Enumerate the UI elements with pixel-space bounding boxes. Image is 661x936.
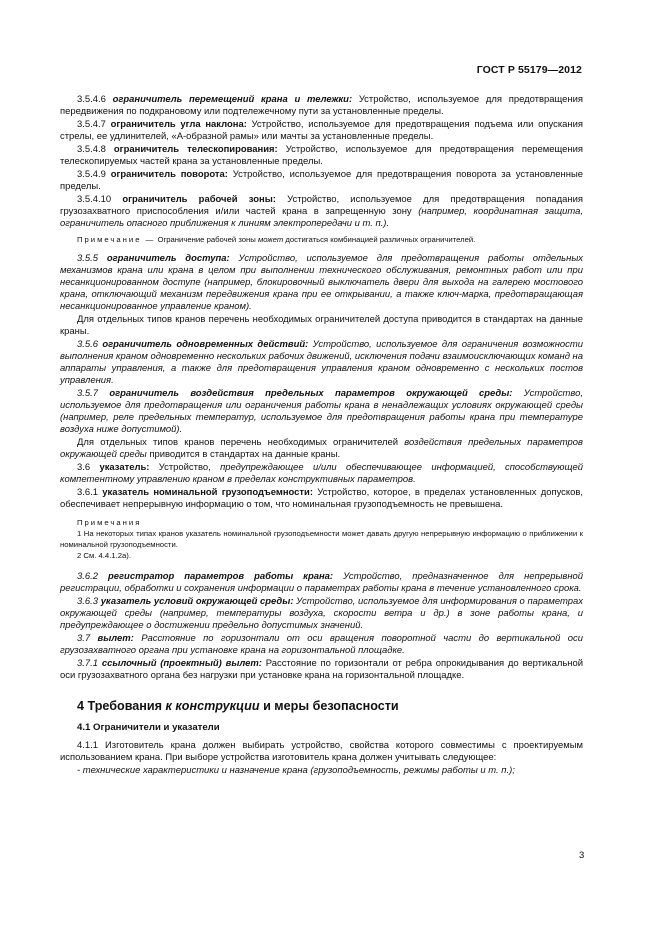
clause-term: ограничитель телескопирования:	[113, 144, 278, 155]
clause-3-6-3	[60, 596, 583, 632]
clause-term: ограничитель одновременных действий:	[102, 339, 309, 350]
clause-3-7-1	[60, 658, 583, 682]
clause-3-5-4-8	[60, 144, 583, 168]
note-label: Примечание —	[77, 235, 156, 244]
clause-text: Устройство, используемое для предотвращения подъема или опускания стрелы, ее удлинителей, «А-образной рамы» или мачты за установленные пределы.	[60, 119, 584, 142]
clause-3-5-4-9	[60, 169, 583, 193]
clause-term: ограничитель воздействия предельных параметров окружающей среды:	[109, 388, 513, 399]
clause-number: 3.7	[77, 633, 91, 644]
clause-number: 3.5.4.10	[77, 194, 112, 205]
clause-term: указатель:	[99, 462, 150, 473]
clause-term: указатель условий окружающей среды:	[100, 596, 294, 607]
clause-3-5-7	[60, 388, 583, 436]
note-item: 1 На некоторых типах кранов указатель номинальной грузоподъемности может давать другую непрерывную информацию о приближении к номинальной грузоподъемности.	[60, 529, 583, 549]
clause-3-7	[60, 633, 583, 657]
clause-3-6-1	[60, 487, 583, 511]
notes-block	[60, 517, 583, 561]
clause-term: ограничитель угла наклона:	[110, 119, 247, 130]
list-item: - технические характеристики и назначение крана (грузоподъемность, режимы работы и т. п.);	[77, 765, 515, 776]
clause-number: 3.5.5	[77, 253, 98, 264]
clause-term: ограничитель рабочей зоны:	[122, 194, 276, 205]
document-header-id: ГОСТ Р 55179—2012	[476, 64, 582, 76]
notes-label: Примечания	[77, 518, 142, 527]
subsection-title: Ограничители и указатели	[93, 722, 220, 733]
clause-term: вылет:	[97, 633, 134, 644]
section-title: Требования	[87, 699, 163, 713]
clause-text: Расстояние по горизонтали от оси вращения поворотной части до вертикальной оси грузозахватного органа при установке крана на горизонтальной площадке.	[60, 633, 583, 656]
clause-text: Устройство, используемое для информирования о параметрах окружающей среды (например, температуры воздуха, скорости ветра и др.) в зоне работы крана, и предупреждающее о достижении предельно допустимых значений.	[60, 596, 584, 631]
clause-3-5-4-7	[60, 119, 583, 143]
section-number: 4	[77, 699, 85, 713]
note-item: 2 См. 4.4.1.2а).	[77, 551, 132, 560]
clause-3-5-6	[60, 339, 583, 387]
clause-number: 3.5.7	[77, 388, 98, 399]
clause-text: Для отдельных типов кранов перечень необходимых ограничителей	[77, 437, 399, 448]
clause-text: Изготовитель крана должен выбирать устройство, свойства которого совместимы с проектируемым использованием крана. При выборе устройства изготовитель крана должен учитывать следующее:	[60, 740, 583, 763]
clause-term: регистратор параметров работы крана:	[108, 571, 334, 582]
clause-number: 3.5.4.6	[77, 94, 106, 105]
clause-text: Устройство, используемое для предотвращения поворота за установленные пределы.	[60, 169, 583, 192]
clause-3-5-7-extra	[60, 437, 583, 461]
clause-3-5-5	[60, 253, 583, 313]
clause-text: Устройство,	[158, 462, 211, 473]
clause-number: 3.6.3	[77, 596, 98, 607]
clause-term: ссылочный (проектный) вылет:	[101, 658, 262, 669]
subsection-4-1-heading	[60, 722, 583, 734]
subsection-number: 4.1	[77, 722, 91, 733]
clause-number: 3.7.1	[77, 658, 98, 669]
clause-term: ограничитель поворота:	[110, 169, 228, 180]
clause-number: 3.6.2	[77, 571, 98, 582]
note-text: достигаться комбинацией различных ограничителей.	[285, 235, 476, 244]
section-title-italic: к конструкции	[165, 699, 260, 713]
clause-text: Устройство, которое, в пределах установленных допусков, обеспечивает непрерывную информацию о том, что номинальная грузоподъемность не превышена.	[60, 487, 584, 510]
clause-3-5-5-extra: Для отдельных типов кранов перечень необходимых ограничителей доступа приводится в стандартах на данные краны.	[60, 314, 583, 337]
note-text: Ограничение рабочей зоны	[157, 235, 256, 244]
clause-text-italic: воздействия предельных параметров окружающей среды	[60, 437, 583, 460]
clause-text: Устройство, используемое для предотвращения перемещения телескопируемых частей крана за установленные пределы.	[60, 144, 584, 167]
clause-3-6	[60, 462, 583, 486]
clause-text: Устройство, используемое для предотвращения попадания грузозахватного приспособления и/или частей крана в запрещенную зону	[60, 194, 583, 217]
clause-term: указатель номинальной грузоподъемности:	[102, 487, 313, 498]
clause-number: 3.6.1	[77, 487, 98, 498]
clause-3-5-4-10	[60, 194, 583, 230]
note-text-italic: может	[257, 235, 284, 244]
section-4-heading	[60, 700, 583, 712]
clause-text: приводится в стандартах на данные краны.	[149, 449, 341, 460]
clause-number: 4.1.1	[77, 740, 98, 751]
clause-number: 3.5.4.7	[77, 119, 106, 130]
clause-text: Устройство, используемое для предотвращения или ограничения работы крана в ненадлежащих условиях окружающей среды (например, реле предельных температур, используемое для предотвращения работы крана при температуре воздуха ниже допустимой).	[60, 388, 584, 435]
page-number: 3	[579, 850, 585, 861]
clause-term: ограничитель доступа:	[106, 253, 230, 264]
clause-3-6-2	[60, 571, 583, 595]
note-work-zone	[60, 234, 583, 245]
clause-number: 3.6	[77, 462, 91, 473]
clause-text: Расстояние по горизонтали от ребра опрокидывания до вертикальной оси грузозахватного органа без нагрузки при установке крана на горизонтальной площадке.	[60, 658, 584, 681]
clause-number: 3.5.6	[77, 339, 98, 350]
clause-4-1-1	[60, 740, 583, 764]
clause-text: Устройство, используемое для ограничения возможности выполнения краном одновременно нескольких рабочих движений, исключения подачи взаимоисключающих команд на аппараты управления, а также для предотвращения управления краном одновременно с нескольких постов управления.	[60, 339, 583, 386]
clause-number: 3.5.4.8	[77, 144, 106, 155]
clause-text: Устройство, используемое для предотвращения передвижения по подкрановому или подтележечному пути за установленные пределы.	[60, 94, 583, 117]
document-body	[60, 94, 583, 777]
clause-text-italic: (например, координатная защита, ограничитель опасного приближения к линиям электропередачи и т. п.).	[60, 206, 583, 229]
section-title: и меры безопасности	[263, 699, 399, 713]
clause-text: Устройство, предназначенное для непрерывной регистрации, обработки и сохранения информации о параметрах работы крана в течение установленного срока.	[60, 571, 584, 594]
clause-number: 3.5.4.9	[77, 169, 106, 180]
clause-term: ограничитель перемещений крана и тележки:	[112, 94, 353, 105]
clause-text-italic: предупреждающее и/или обеспечивающее информацией, способствующей компетентному управлению краном в пределах конструктивных параметров.	[60, 462, 583, 485]
clause-3-5-4-6	[60, 94, 583, 118]
clause-text: Устройство, используемое для предотвращения работы отдельных механизмов крана или крана в целом при выполнении технического обслуживания, ремонтных работ или при несанкционированном доступе (например, блокировочный выключатель двери для выхода на галерею мостового крана, отключающий механизм передвижения крана при ее открывании, а также ключ-марка, предотвращающая несанкционированное управление краном).	[60, 253, 583, 312]
